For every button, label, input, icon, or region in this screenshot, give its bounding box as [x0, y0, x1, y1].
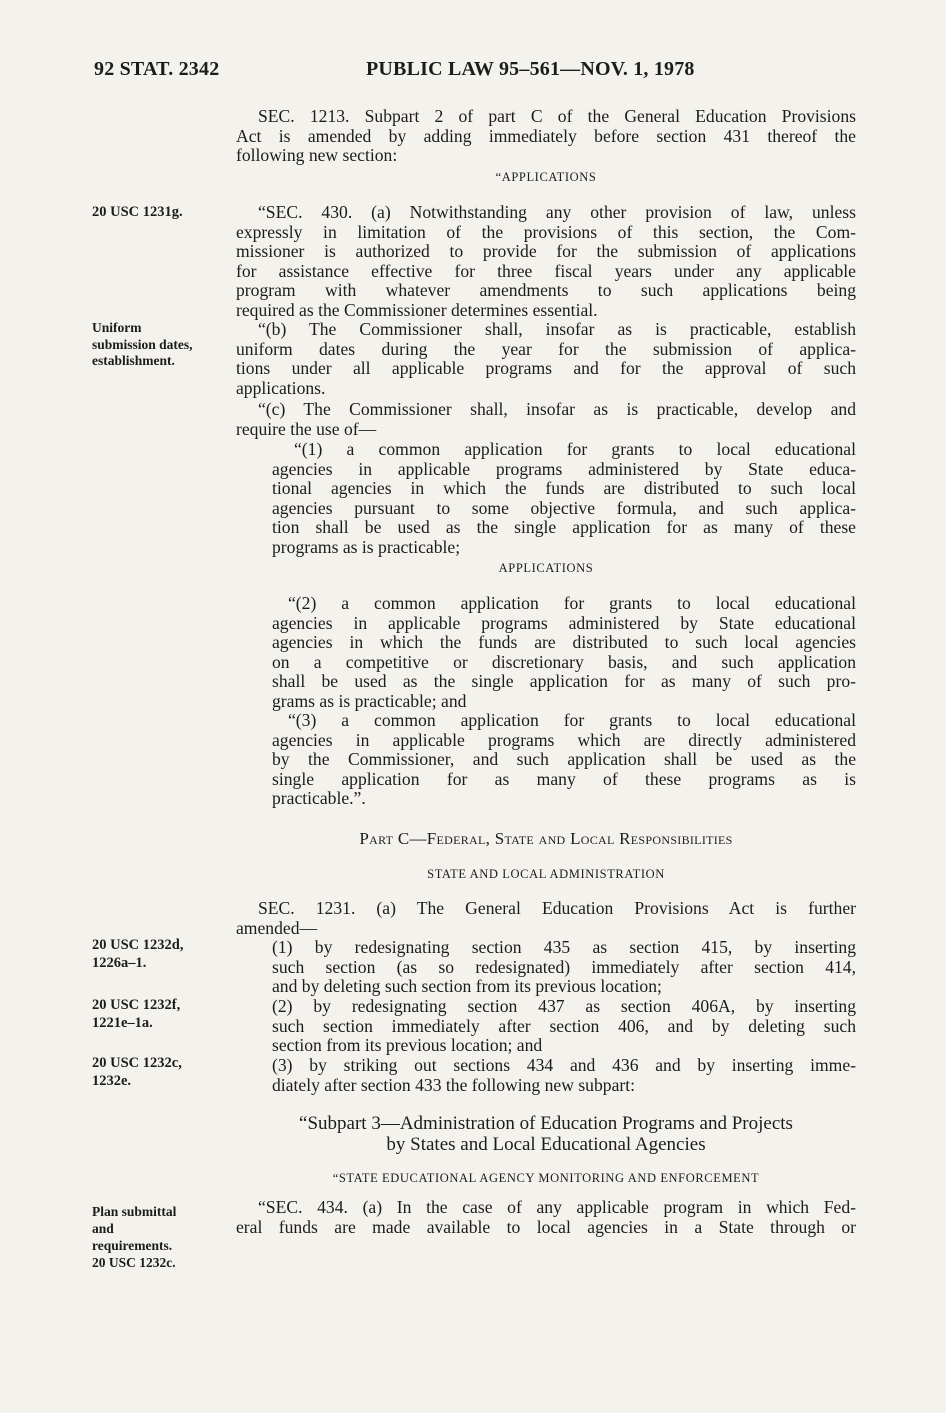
- margin-note-usc-1232c: 20 USC 1232c, 1232e.: [92, 1055, 182, 1089]
- subpart-3-heading: “Subpart 3—Administration of Education Programs and Projects by States and Local Educational Agencies: [299, 1113, 793, 1155]
- heading-applications-2: APPLICATIONS: [498, 561, 594, 575]
- amendment-1: (1) by redesignating section 435 as section 415, by inserting such section (as so redesignated) immediately after section 414, and by deleting such section from its previous location;: [272, 937, 856, 997]
- heading-applications: “APPLICATIONS: [495, 170, 597, 184]
- section-430c: “(c) The Commissioner shall, insofar as is practicable, develop and require the use of—: [236, 399, 856, 439]
- part-c-heading: Part C—Federal, State and Local Responsibilities: [359, 829, 733, 848]
- heading-state-local-administration: STATE AND LOCAL ADMINISTRATION: [427, 867, 665, 881]
- amendment-3: (3) by striking out sections 434 and 436 and by inserting imme- diately after section 433 the following new subpart:: [272, 1055, 856, 1095]
- paragraph-c2: “(2) a common application for grants to local educational agencies in applicable programs administered by State educational agencies in which the funds are distributed to such local agencies on a competitive or discretionary basis, and such application shall be used as the single application for as many of such pro- grams as is practicable; and: [272, 593, 856, 711]
- section-1231: SEC. 1231. (a) The General Education Provisions Act is further amended—: [236, 898, 856, 938]
- margin-note-usc-1232f: 20 USC 1232f, 1221e–1a.: [92, 997, 181, 1031]
- statute-page-number: 92 STAT. 2342: [94, 58, 220, 80]
- margin-note-usc-1232d: 20 USC 1232d, 1226a–1.: [92, 937, 184, 971]
- margin-note-uniform-dates: Uniform submission dates, establishment.: [92, 320, 193, 368]
- section-430b: “(b) The Commissioner shall, insofar as is practicable, establish uniform dates during the year for the submission of applica- tions under all applicable programs and for the approval of such applications.: [236, 319, 856, 398]
- heading-monitoring-enforcement: “STATE EDUCATIONAL AGENCY MONITORING AND ENFORCEMENT: [332, 1171, 760, 1185]
- section-434a: “SEC. 434. (a) In the case of any applicable program in which Fed- eral funds are made available to local agencies in a State through or: [236, 1197, 856, 1237]
- running-header: PUBLIC LAW 95–561—NOV. 1, 1978: [366, 58, 695, 80]
- section-430a: “SEC. 430. (a) Notwithstanding any other provision of law, unless expressly in limitation of the provisions of this section, the Com- missioner is authorized to provide for the submission of applications for assistance effective for three fiscal years under any applicable program with whatever amendments to such applications being required as the Commissioner determines essential.: [236, 202, 856, 320]
- section-1213: SEC. 1213. Subpart 2 of part C of the General Education Provisions Act is amended by adding immediately before section 431 thereof the following new section:: [236, 106, 856, 166]
- amendment-2: (2) by redesignating section 437 as section 406A, by inserting such section immediately after section 406, and by deleting such section from its previous location; and: [272, 996, 856, 1056]
- paragraph-c3: “(3) a common application for grants to local educational agencies in applicable programs which are directly administered by the Commissioner, and such application shall be used as the single application for as many of these programs as is practicable.”.: [272, 710, 856, 809]
- paragraph-c1: “(1) a common application for grants to local educational agencies in applicable programs administered by State educa- tional agencies in which the funds are distributed to such local agencies pursuant to some objective formula, and such applica- tion shall be used as the single application for as many of these programs as is practicable;: [272, 439, 856, 557]
- margin-note-plan-submittal: Plan submittal and requirements. 20 USC 1232c.: [92, 1204, 177, 1270]
- margin-note-usc-1231g: 20 USC 1231g.: [92, 204, 183, 220]
